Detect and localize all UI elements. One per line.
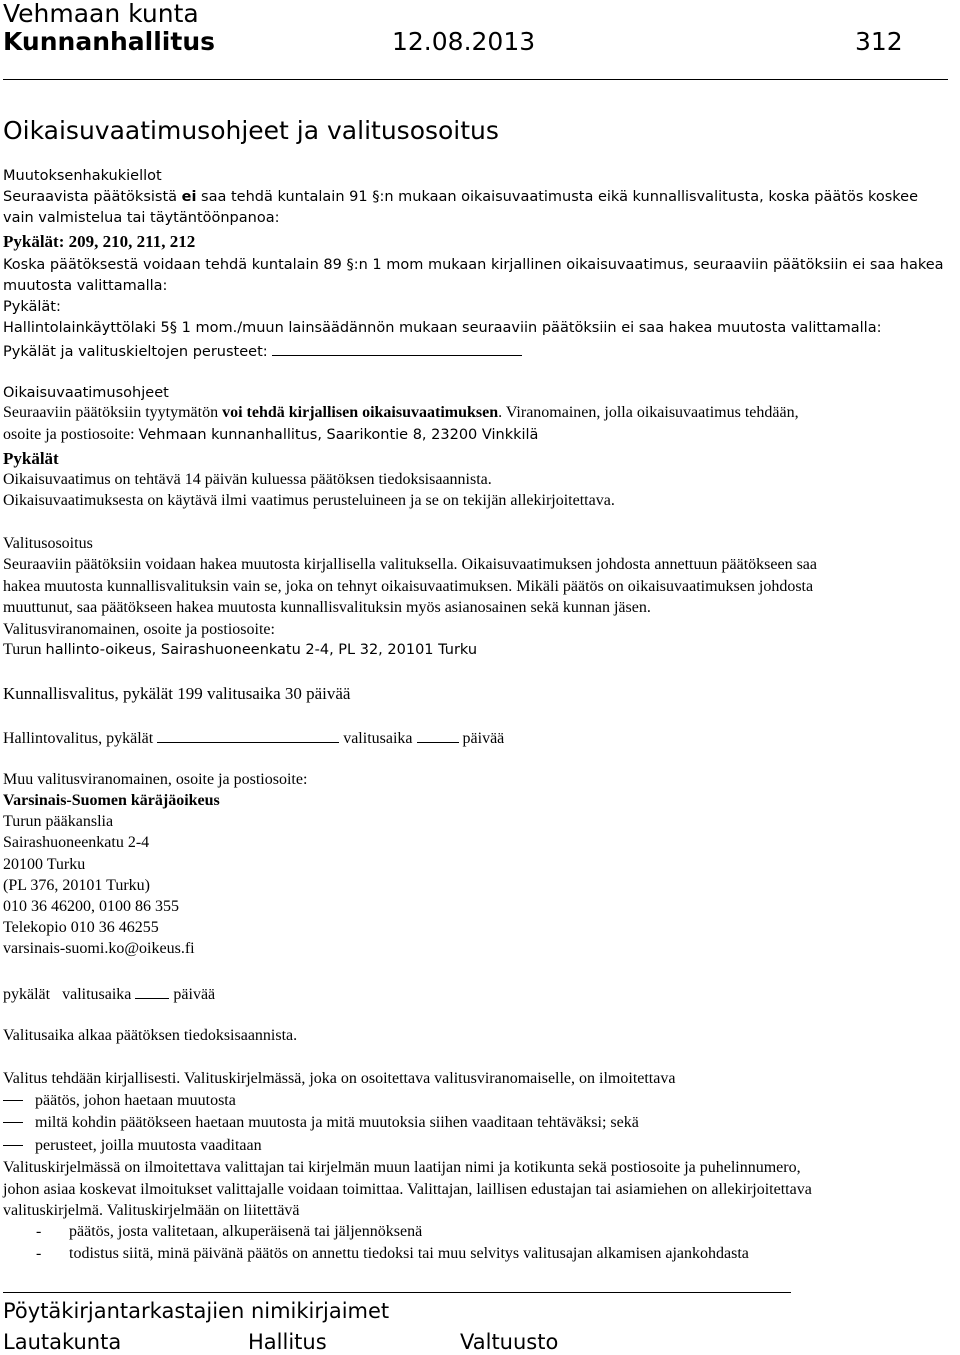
other-days-blank — [135, 984, 169, 999]
attachment-item: todistus siitä, minä päivänä päätös on annettu tiedoksi tai muu selvitys valitusajan alkamisen ajankohdasta — [69, 1245, 749, 1262]
attachment-item: päätös, josta valitetaan, alkuperäisenä tai jäljennöksenä — [69, 1223, 423, 1240]
dash-bullet — [3, 1100, 23, 1101]
appeal-line-4: Valitusviranomainen, osoite ja postiosoite: — [3, 621, 275, 638]
letter-item: perusteet, joilla muutosta vaaditaan — [35, 1137, 262, 1154]
footer-rule — [3, 1292, 791, 1293]
footer-col-valtuusto: Valtuusto — [460, 1330, 559, 1354]
grounds-blank — [272, 341, 522, 356]
instructions-heading: Oikaisuvaatimusohjeet — [3, 385, 169, 401]
court-email-line: varsinais-suomi.ko@oikeus.fi — [3, 940, 195, 957]
hyphen-bullet: - — [36, 1245, 42, 1262]
body-name: Kunnanhallitus — [3, 27, 215, 56]
instructions-address: osoite ja postiosoite: Vehmaan kunnanhallitus, Saarikontie 8, 23200 Vinkkilä — [3, 426, 539, 443]
appeal-line-2: hakea muutosta kunnallisvalituksin vain se, joka on tehnyt oikaisuvaatimuksen. Mikäli päätös on oikaisuvaatimuksen johdosta — [3, 578, 814, 595]
admin-pykalat-blank — [157, 728, 339, 743]
dash-bullet — [3, 1122, 23, 1123]
letter-paragraph-line-2: johon asiaa koskevat ilmoitukset valittajalle voidaan toimittaa. Valittajan, laillisen edustajan tai asiamiehen on allekirjoitettava — [3, 1181, 812, 1198]
court-phone-line: 010 36 46200, 0100 86 355 — [3, 898, 179, 915]
letter-item: miltä kohdin päätökseen haetaan muutosta ja mitä muutoksia siihen vaaditaan tehtäväksi; sekä — [35, 1114, 639, 1131]
restrictions-grounds-row: Pykälät ja valituskieltojen perusteet: — [3, 341, 522, 361]
court-address-line: Turun pääkanslia — [3, 813, 114, 830]
meeting-date: 12.08.2013 — [392, 27, 536, 56]
court-name: Varsinais-Suomen käräjäoikeus — [3, 792, 220, 809]
instructions-line-1: Seuraaviin päätöksiin tyytymätön voi tehdä kirjallisen oikaisuvaatimuksen. Viranomainen, jolla oikaisuvaatimus tehdään, — [3, 404, 799, 421]
restrictions-pykalat-label: Pykälät: — [3, 299, 61, 315]
page-number: 312 — [855, 27, 903, 56]
letter-item: päätös, johon haetaan muutosta — [35, 1092, 236, 1109]
header-rule — [3, 79, 948, 80]
instructions-line-4: Oikaisuvaatimuksesta on käytävä ilmi vaatimus perusteluineen ja se on tekijän allekirjoitettava. — [3, 492, 615, 509]
municipality-name: Vehmaan kunta — [3, 0, 199, 28]
dash-bullet — [3, 1145, 23, 1146]
appeal-line-1: Seuraaviin päätöksiin voidaan hakea muutosta kirjallisella valituksella. Oikaisuvaatimuksen johdosta annettuun päätökseen saa — [3, 556, 817, 573]
document-title: Oikaisuvaatimusohjeet ja valitusosoitus — [3, 116, 499, 145]
restrictions-paragraph-2: Koska päätöksestä voidaan tehdä kuntalain 89 §:n 1 mom mukaan kirjallinen oikaisuvaatimus, seuraaviin päätöksiin ei saa hakea — [3, 257, 944, 273]
appeal-authority-address: Turun hallinto-oikeus, Sairashuoneenkatu 2-4, PL 32, 20101 Turku — [3, 641, 478, 658]
administrative-appeal-line: Hallintovalitus, pykälät valitusaika päivää — [3, 730, 505, 747]
letter-intro: Valitus tehdään kirjallisesti. Valituskirjelmässä, joka on osoitettava valitusviranomaiselle, on ilmoitettava — [3, 1070, 676, 1087]
court-fax-line: Telekopio 010 36 46255 — [3, 919, 159, 936]
other-pykalat-line: pykälät valitusaika päivää — [3, 986, 216, 1003]
admin-days-blank — [417, 728, 459, 743]
appeal-heading: Valitusosoitus — [3, 535, 93, 552]
instructions-pykalat: Pykälät — [3, 449, 59, 468]
restrictions-pykalat-list: Pykälät: 209, 210, 211, 212 — [3, 232, 196, 251]
restrictions-heading: Muutoksenhakukiellot — [3, 168, 162, 184]
other-authority-label: Muu valitusviranomainen, osoite ja postiosoite: — [3, 771, 308, 788]
hyphen-bullet: - — [36, 1223, 42, 1240]
court-address-line: 20100 Turku — [3, 856, 86, 873]
restrictions-paragraph-1: Seuraavista päätöksistä ei saa tehdä kuntalain 91 §:n mukaan oikaisuvaatimusta eikä kunnallisvalitusta, koska päätös koskee — [3, 189, 919, 205]
restrictions-paragraph-3: Hallintolainkäyttölaki 5§ 1 mom./muun lainsäädännön mukaan seuraaviin päätöksiin ei saa hakea muutosta valittamalla: — [3, 320, 882, 336]
restrictions-paragraph-1-line-2: vain valmistelua tai täytäntöönpanoa: — [3, 210, 280, 226]
footer-col-lautakunta: Lautakunta — [3, 1330, 122, 1354]
letter-paragraph-line-1: Valituskirjelmässä on ilmoitettava valittajan tai kirjelmän muun laatijan nimi ja kotikunta sekä postiosoite ja puhelinnumero, — [3, 1159, 801, 1176]
period-start-line: Valitusaika alkaa päätöksen tiedoksisaannista. — [3, 1027, 298, 1044]
appeal-line-3: muuttunut, saa päätökseen hakea muutosta kunnallisvalituksin myös asianosainen sekä kunnan jäsen. — [3, 599, 651, 616]
letter-paragraph-line-3: valituskirjelmä. Valituskirjelmään on liitettävä — [3, 1202, 300, 1219]
footer-col-hallitus: Hallitus — [248, 1330, 327, 1354]
instructions-line-3: Oikaisuvaatimus on tehtävä 14 päivän kuluessa päätöksen tiedoksisaannista. — [3, 471, 492, 488]
municipal-appeal-line: Kunnallisvalitus, pykälät 199 valitusaika 30 päivää — [3, 684, 351, 703]
signature-heading: Pöytäkirjantarkastajien nimikirjaimet — [3, 1299, 390, 1323]
court-address-line: (PL 376, 20101 Turku) — [3, 877, 150, 894]
restrictions-paragraph-2-line-2: muutosta valittamalla: — [3, 278, 168, 294]
court-address-line: Sairashuoneenkatu 2-4 — [3, 834, 150, 851]
